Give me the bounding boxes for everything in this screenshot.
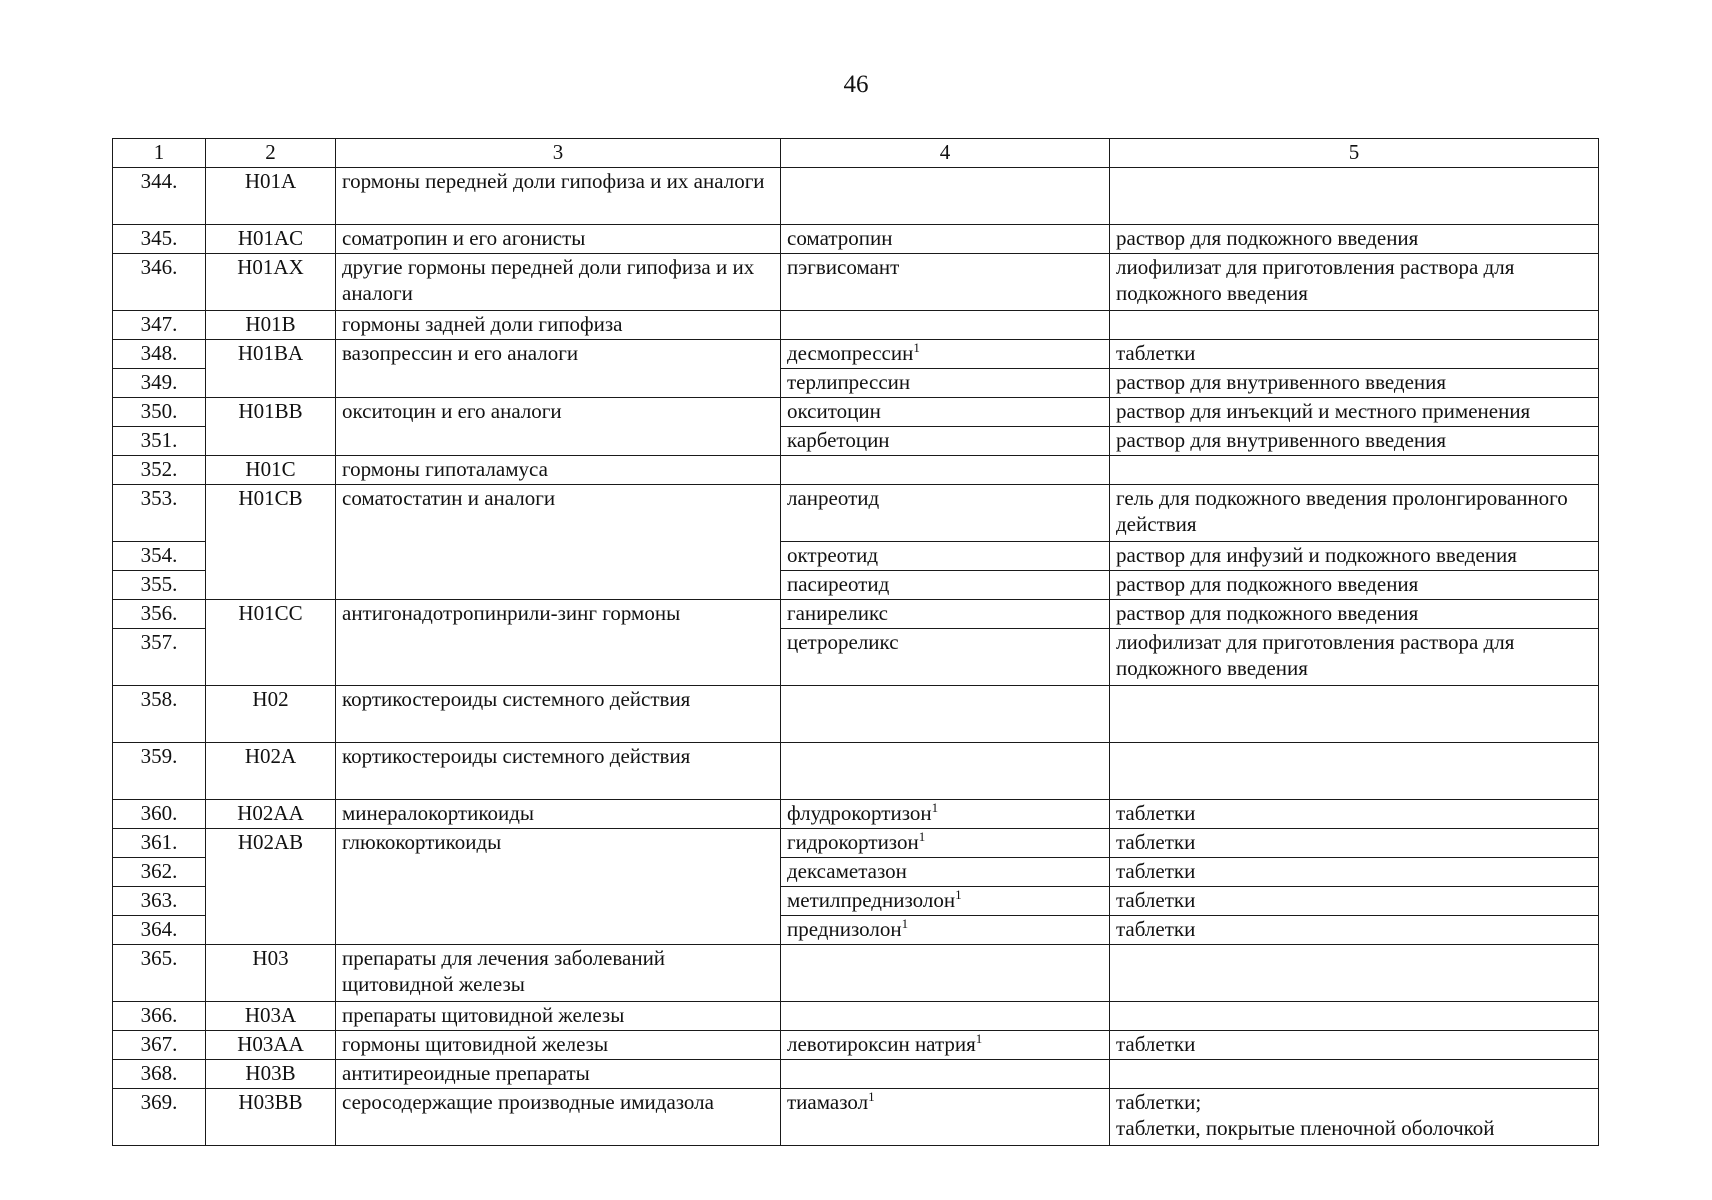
atc-group-name-text: кортикостероиды системного действия bbox=[342, 744, 691, 768]
atc-group-name bbox=[336, 254, 781, 311]
dosage-form bbox=[1110, 829, 1599, 858]
atc-group-name bbox=[336, 945, 781, 1002]
atc-group-name bbox=[336, 398, 781, 456]
atc-group-name-text: гормоны гипоталамуса bbox=[342, 457, 548, 481]
column-header: 4 bbox=[781, 139, 1110, 168]
dosage-form-text: лиофилизат для приготовления раствора для подкожного введения bbox=[1116, 255, 1515, 305]
atc-code bbox=[206, 945, 336, 1002]
atc-group-name-text: другие гормоны передней доли гипофиза и их аналоги bbox=[342, 255, 755, 305]
row-number-text: 367. bbox=[140, 1032, 178, 1056]
atc-group-name-text: соматостатин и аналоги bbox=[342, 486, 556, 510]
atc-code bbox=[206, 743, 336, 800]
row-number-text: 360. bbox=[140, 801, 178, 825]
atc-group-name bbox=[336, 456, 781, 485]
drug-name bbox=[781, 225, 1110, 254]
atc-group-name bbox=[336, 1002, 781, 1031]
row-number bbox=[113, 743, 206, 800]
column-header-row bbox=[113, 139, 1599, 168]
dosage-form-text: таблетки bbox=[1116, 888, 1196, 912]
atc-code-text: H01BA bbox=[237, 341, 304, 365]
atc-code bbox=[206, 398, 336, 456]
row-number bbox=[113, 1002, 206, 1031]
atc-code-text: H01B bbox=[245, 312, 296, 336]
row-number bbox=[113, 600, 206, 629]
table-row bbox=[113, 456, 1599, 485]
drug-name-text: ганиреликс bbox=[787, 601, 888, 625]
dosage-form bbox=[1110, 743, 1599, 800]
dosage-form-text: таблетки bbox=[1116, 859, 1196, 883]
atc-code bbox=[206, 254, 336, 311]
drug-name bbox=[781, 887, 1110, 916]
atc-code-text: H01AX bbox=[237, 255, 304, 279]
row-number bbox=[113, 945, 206, 1002]
dosage-form-text: гель для подкожного введения пролонгированного действия bbox=[1116, 486, 1568, 536]
atc-group-name-text: препараты щитовидной железы bbox=[342, 1003, 625, 1027]
row-number bbox=[113, 1031, 206, 1060]
drug-name bbox=[781, 340, 1110, 369]
row-number bbox=[113, 427, 206, 456]
dosage-form-text: таблетки bbox=[1116, 1032, 1196, 1056]
row-number-text: 362. bbox=[140, 859, 178, 883]
atc-group-name-text: глюкокортикоиды bbox=[342, 830, 502, 854]
row-number-text: 365. bbox=[140, 946, 178, 970]
drug-name-text: десмопрессин bbox=[787, 341, 914, 365]
drug-name-text: метилпреднизолон bbox=[787, 888, 956, 912]
dosage-form bbox=[1110, 800, 1599, 829]
dosage-form bbox=[1110, 168, 1599, 225]
atc-code bbox=[206, 456, 336, 485]
table-row bbox=[113, 225, 1599, 254]
drug-name bbox=[781, 743, 1110, 800]
dosage-form bbox=[1110, 629, 1599, 686]
atc-group-name-text: окситоцин и его аналоги bbox=[342, 399, 562, 423]
dosage-form bbox=[1110, 887, 1599, 916]
atc-group-name bbox=[336, 1031, 781, 1060]
dosage-form-text: раствор для внутривенного введения bbox=[1116, 370, 1447, 394]
column-header: 5 bbox=[1110, 139, 1599, 168]
row-number bbox=[113, 225, 206, 254]
atc-code-text: H03BB bbox=[238, 1090, 303, 1114]
atc-code bbox=[206, 1060, 336, 1089]
row-number bbox=[113, 542, 206, 571]
drug-name bbox=[781, 168, 1110, 225]
row-number-text: 352. bbox=[140, 457, 178, 481]
atc-code bbox=[206, 600, 336, 686]
page-number: 46 bbox=[843, 71, 869, 98]
atc-group-name-text: вазопрессин и его аналоги bbox=[342, 341, 579, 365]
dosage-form-text: таблетки bbox=[1116, 341, 1196, 365]
row-number-text: 369. bbox=[140, 1090, 178, 1114]
drug-name bbox=[781, 858, 1110, 887]
atc-group-name bbox=[336, 829, 781, 945]
footnote-marker: 1 bbox=[901, 916, 909, 931]
row-number bbox=[113, 398, 206, 427]
drug-name bbox=[781, 629, 1110, 686]
dosage-form bbox=[1110, 485, 1599, 542]
atc-group-name-text: гормоны передней доли гипофиза и их аналоги bbox=[342, 169, 765, 193]
atc-code-text: H02AA bbox=[237, 801, 304, 825]
table-body bbox=[113, 139, 1599, 1146]
atc-code-text: H02AB bbox=[237, 830, 304, 854]
table-row bbox=[113, 340, 1599, 369]
dosage-form-text: лиофилизат для приготовления раствора для подкожного введения bbox=[1116, 630, 1515, 680]
atc-group-name bbox=[336, 800, 781, 829]
row-number-text: 356. bbox=[140, 601, 178, 625]
dosage-form bbox=[1110, 369, 1599, 398]
row-number bbox=[113, 311, 206, 340]
row-number bbox=[113, 340, 206, 369]
atc-code bbox=[206, 1089, 336, 1146]
row-number-text: 366. bbox=[140, 1003, 178, 1027]
row-number bbox=[113, 858, 206, 887]
dosage-form bbox=[1110, 340, 1599, 369]
drug-name bbox=[781, 916, 1110, 945]
drug-name bbox=[781, 369, 1110, 398]
drug-name-text: пэгвисомант bbox=[787, 255, 900, 279]
row-number bbox=[113, 800, 206, 829]
row-number-text: 344. bbox=[140, 169, 178, 193]
drug-name bbox=[781, 542, 1110, 571]
atc-group-name-text: гормоны задней доли гипофиза bbox=[342, 312, 623, 336]
drug-name-text: ланреотид bbox=[787, 486, 880, 510]
atc-code bbox=[206, 829, 336, 945]
dosage-form-text: таблетки bbox=[1116, 830, 1196, 854]
drug-name bbox=[781, 427, 1110, 456]
row-number-text: 357. bbox=[140, 630, 178, 654]
row-number bbox=[113, 916, 206, 945]
row-number-text: 345. bbox=[140, 226, 178, 250]
row-number bbox=[113, 254, 206, 311]
drug-name-text: тиамазол bbox=[787, 1090, 869, 1114]
table-row bbox=[113, 743, 1599, 800]
table-row bbox=[113, 1089, 1599, 1146]
atc-code bbox=[206, 800, 336, 829]
atc-code bbox=[206, 485, 336, 600]
dosage-form-text: таблетки bbox=[1116, 917, 1196, 941]
table-row bbox=[113, 1031, 1599, 1060]
table-row bbox=[113, 829, 1599, 858]
dosage-form bbox=[1110, 311, 1599, 340]
drug-name bbox=[781, 398, 1110, 427]
row-number-text: 364. bbox=[140, 917, 178, 941]
row-number-text: 351. bbox=[140, 428, 178, 452]
dosage-form bbox=[1110, 1002, 1599, 1031]
dosage-form-text: раствор для инъекций и местного применения bbox=[1116, 399, 1531, 423]
dosage-form bbox=[1110, 427, 1599, 456]
atc-group-name bbox=[336, 311, 781, 340]
drug-name-text: цетрореликс bbox=[787, 630, 899, 654]
drug-name-text: октреотид bbox=[787, 543, 879, 567]
drug-name-text: карбетоцин bbox=[787, 428, 890, 452]
row-number bbox=[113, 168, 206, 225]
atc-group-name-text: минералокортикоиды bbox=[342, 801, 535, 825]
row-number bbox=[113, 369, 206, 398]
row-number-text: 348. bbox=[140, 341, 178, 365]
dosage-form bbox=[1110, 254, 1599, 311]
drug-name bbox=[781, 1002, 1110, 1031]
row-number-text: 361. bbox=[140, 830, 178, 854]
dosage-form bbox=[1110, 686, 1599, 743]
drug-name-text: дексаметазон bbox=[787, 859, 907, 883]
drug-name bbox=[781, 254, 1110, 311]
drug-name-text: флудрокортизон bbox=[787, 801, 932, 825]
atc-code-text: H03A bbox=[244, 1003, 297, 1027]
drug-name bbox=[781, 600, 1110, 629]
drug-list-table bbox=[112, 138, 1599, 1146]
atc-group-name bbox=[336, 340, 781, 398]
footnote-marker: 1 bbox=[918, 829, 926, 844]
row-number-text: 349. bbox=[140, 370, 178, 394]
atc-code bbox=[206, 686, 336, 743]
atc-code bbox=[206, 340, 336, 398]
row-number bbox=[113, 629, 206, 686]
atc-group-name-text: антигонадотропинрили-зинг гормоны bbox=[342, 601, 681, 625]
drug-name-text: левотироксин натрия bbox=[787, 1032, 976, 1056]
row-number-text: 355. bbox=[140, 572, 178, 596]
column-header: 2 bbox=[206, 139, 336, 168]
row-number-text: 354. bbox=[140, 543, 178, 567]
drug-name bbox=[781, 1031, 1110, 1060]
drug-name bbox=[781, 1060, 1110, 1089]
row-number-text: 350. bbox=[140, 399, 178, 423]
table-row bbox=[113, 398, 1599, 427]
atc-code-text: H02A bbox=[244, 744, 297, 768]
drug-name-text: гидрокортизон bbox=[787, 830, 919, 854]
row-number bbox=[113, 571, 206, 600]
table-row bbox=[113, 168, 1599, 225]
dosage-form bbox=[1110, 916, 1599, 945]
table-row bbox=[113, 311, 1599, 340]
dosage-form bbox=[1110, 1031, 1599, 1060]
atc-group-name-text: гормоны щитовидной железы bbox=[342, 1032, 609, 1056]
atc-group-name bbox=[336, 600, 781, 686]
row-number bbox=[113, 485, 206, 542]
drug-name bbox=[781, 485, 1110, 542]
row-number bbox=[113, 829, 206, 858]
dosage-form-text: таблетки bbox=[1116, 801, 1196, 825]
footnote-marker: 1 bbox=[868, 1089, 875, 1104]
atc-code bbox=[206, 168, 336, 225]
drug-name-text: соматропин bbox=[787, 226, 893, 250]
dosage-form-text: раствор для подкожного введения bbox=[1116, 572, 1419, 596]
atc-group-name-text: кортикостероиды системного действия bbox=[342, 687, 691, 711]
row-number-text: 363. bbox=[140, 888, 178, 912]
drug-name bbox=[781, 829, 1110, 858]
footnote-marker: 1 bbox=[975, 1031, 983, 1046]
dosage-form-text: раствор для подкожного введения bbox=[1116, 601, 1419, 625]
atc-group-name-text: серосодержащие производные имидазола bbox=[342, 1090, 714, 1114]
atc-code-text: H02 bbox=[252, 687, 289, 711]
drug-name-text: преднизолон bbox=[787, 917, 902, 941]
atc-code bbox=[206, 225, 336, 254]
atc-code-text: H01AC bbox=[237, 226, 304, 250]
row-number bbox=[113, 456, 206, 485]
footnote-marker: 1 bbox=[931, 800, 939, 815]
drug-name bbox=[781, 571, 1110, 600]
row-number bbox=[113, 686, 206, 743]
dosage-form bbox=[1110, 1089, 1599, 1146]
table-row bbox=[113, 1002, 1599, 1031]
drug-name-text: пасиреотид bbox=[787, 572, 890, 596]
atc-code-text: H01BB bbox=[238, 399, 303, 423]
atc-code-text: H03 bbox=[252, 946, 289, 970]
dosage-form-text: таблетки; таблетки, покрытые пленочной оболочкой bbox=[1116, 1090, 1495, 1140]
atc-group-name bbox=[336, 225, 781, 254]
atc-group-name bbox=[336, 1060, 781, 1089]
atc-code bbox=[206, 1031, 336, 1060]
dosage-form-text: раствор для подкожного введения bbox=[1116, 226, 1419, 250]
atc-group-name-text: антитиреоидные препараты bbox=[342, 1061, 590, 1085]
table-row bbox=[113, 600, 1599, 629]
atc-code-text: H01CB bbox=[238, 486, 303, 510]
dosage-form bbox=[1110, 398, 1599, 427]
drug-name bbox=[781, 456, 1110, 485]
drug-name bbox=[781, 945, 1110, 1002]
atc-code-text: H03B bbox=[245, 1061, 296, 1085]
dosage-form bbox=[1110, 1060, 1599, 1089]
drug-name bbox=[781, 800, 1110, 829]
drug-name bbox=[781, 1089, 1110, 1146]
drug-name bbox=[781, 686, 1110, 743]
footnote-marker: 1 bbox=[913, 340, 920, 355]
atc-group-name-text: соматропин и его агонисты bbox=[342, 226, 586, 250]
atc-code-text: H01C bbox=[245, 457, 296, 481]
dosage-form bbox=[1110, 858, 1599, 887]
atc-group-name bbox=[336, 743, 781, 800]
column-header: 3 bbox=[336, 139, 781, 168]
row-number-text: 346. bbox=[140, 255, 178, 279]
atc-group-name bbox=[336, 485, 781, 600]
drug-name-text: терлипрессин bbox=[787, 370, 911, 394]
table-row bbox=[113, 686, 1599, 743]
dosage-form-text: раствор для внутривенного введения bbox=[1116, 428, 1447, 452]
footnote-marker: 1 bbox=[955, 887, 962, 902]
dosage-form-text: раствор для инфузий и подкожного введения bbox=[1116, 543, 1517, 567]
atc-code-text: H01A bbox=[244, 169, 297, 193]
row-number bbox=[113, 1089, 206, 1146]
atc-code-text: H03AA bbox=[237, 1032, 304, 1056]
column-header: 1 bbox=[113, 139, 206, 168]
atc-group-name bbox=[336, 168, 781, 225]
atc-code-text: H01CC bbox=[238, 601, 303, 625]
row-number bbox=[113, 887, 206, 916]
table-row bbox=[113, 1060, 1599, 1089]
row-number-text: 359. bbox=[140, 744, 178, 768]
dosage-form bbox=[1110, 945, 1599, 1002]
atc-code bbox=[206, 311, 336, 340]
drug-name-text: окситоцин bbox=[787, 399, 881, 423]
dosage-form bbox=[1110, 571, 1599, 600]
dosage-form bbox=[1110, 225, 1599, 254]
table-row bbox=[113, 485, 1599, 542]
atc-code bbox=[206, 1002, 336, 1031]
row-number-text: 368. bbox=[140, 1061, 178, 1085]
dosage-form bbox=[1110, 600, 1599, 629]
atc-group-name-text: препараты для лечения заболеваний щитовидной железы bbox=[342, 946, 666, 996]
dosage-form bbox=[1110, 542, 1599, 571]
row-number-text: 358. bbox=[140, 687, 178, 711]
table-row bbox=[113, 945, 1599, 1002]
atc-group-name bbox=[336, 1089, 781, 1146]
drug-name bbox=[781, 311, 1110, 340]
table-row bbox=[113, 254, 1599, 311]
row-number bbox=[113, 1060, 206, 1089]
dosage-form bbox=[1110, 456, 1599, 485]
atc-group-name bbox=[336, 686, 781, 743]
row-number-text: 347. bbox=[140, 312, 178, 336]
table-row bbox=[113, 800, 1599, 829]
row-number-text: 353. bbox=[140, 486, 178, 510]
